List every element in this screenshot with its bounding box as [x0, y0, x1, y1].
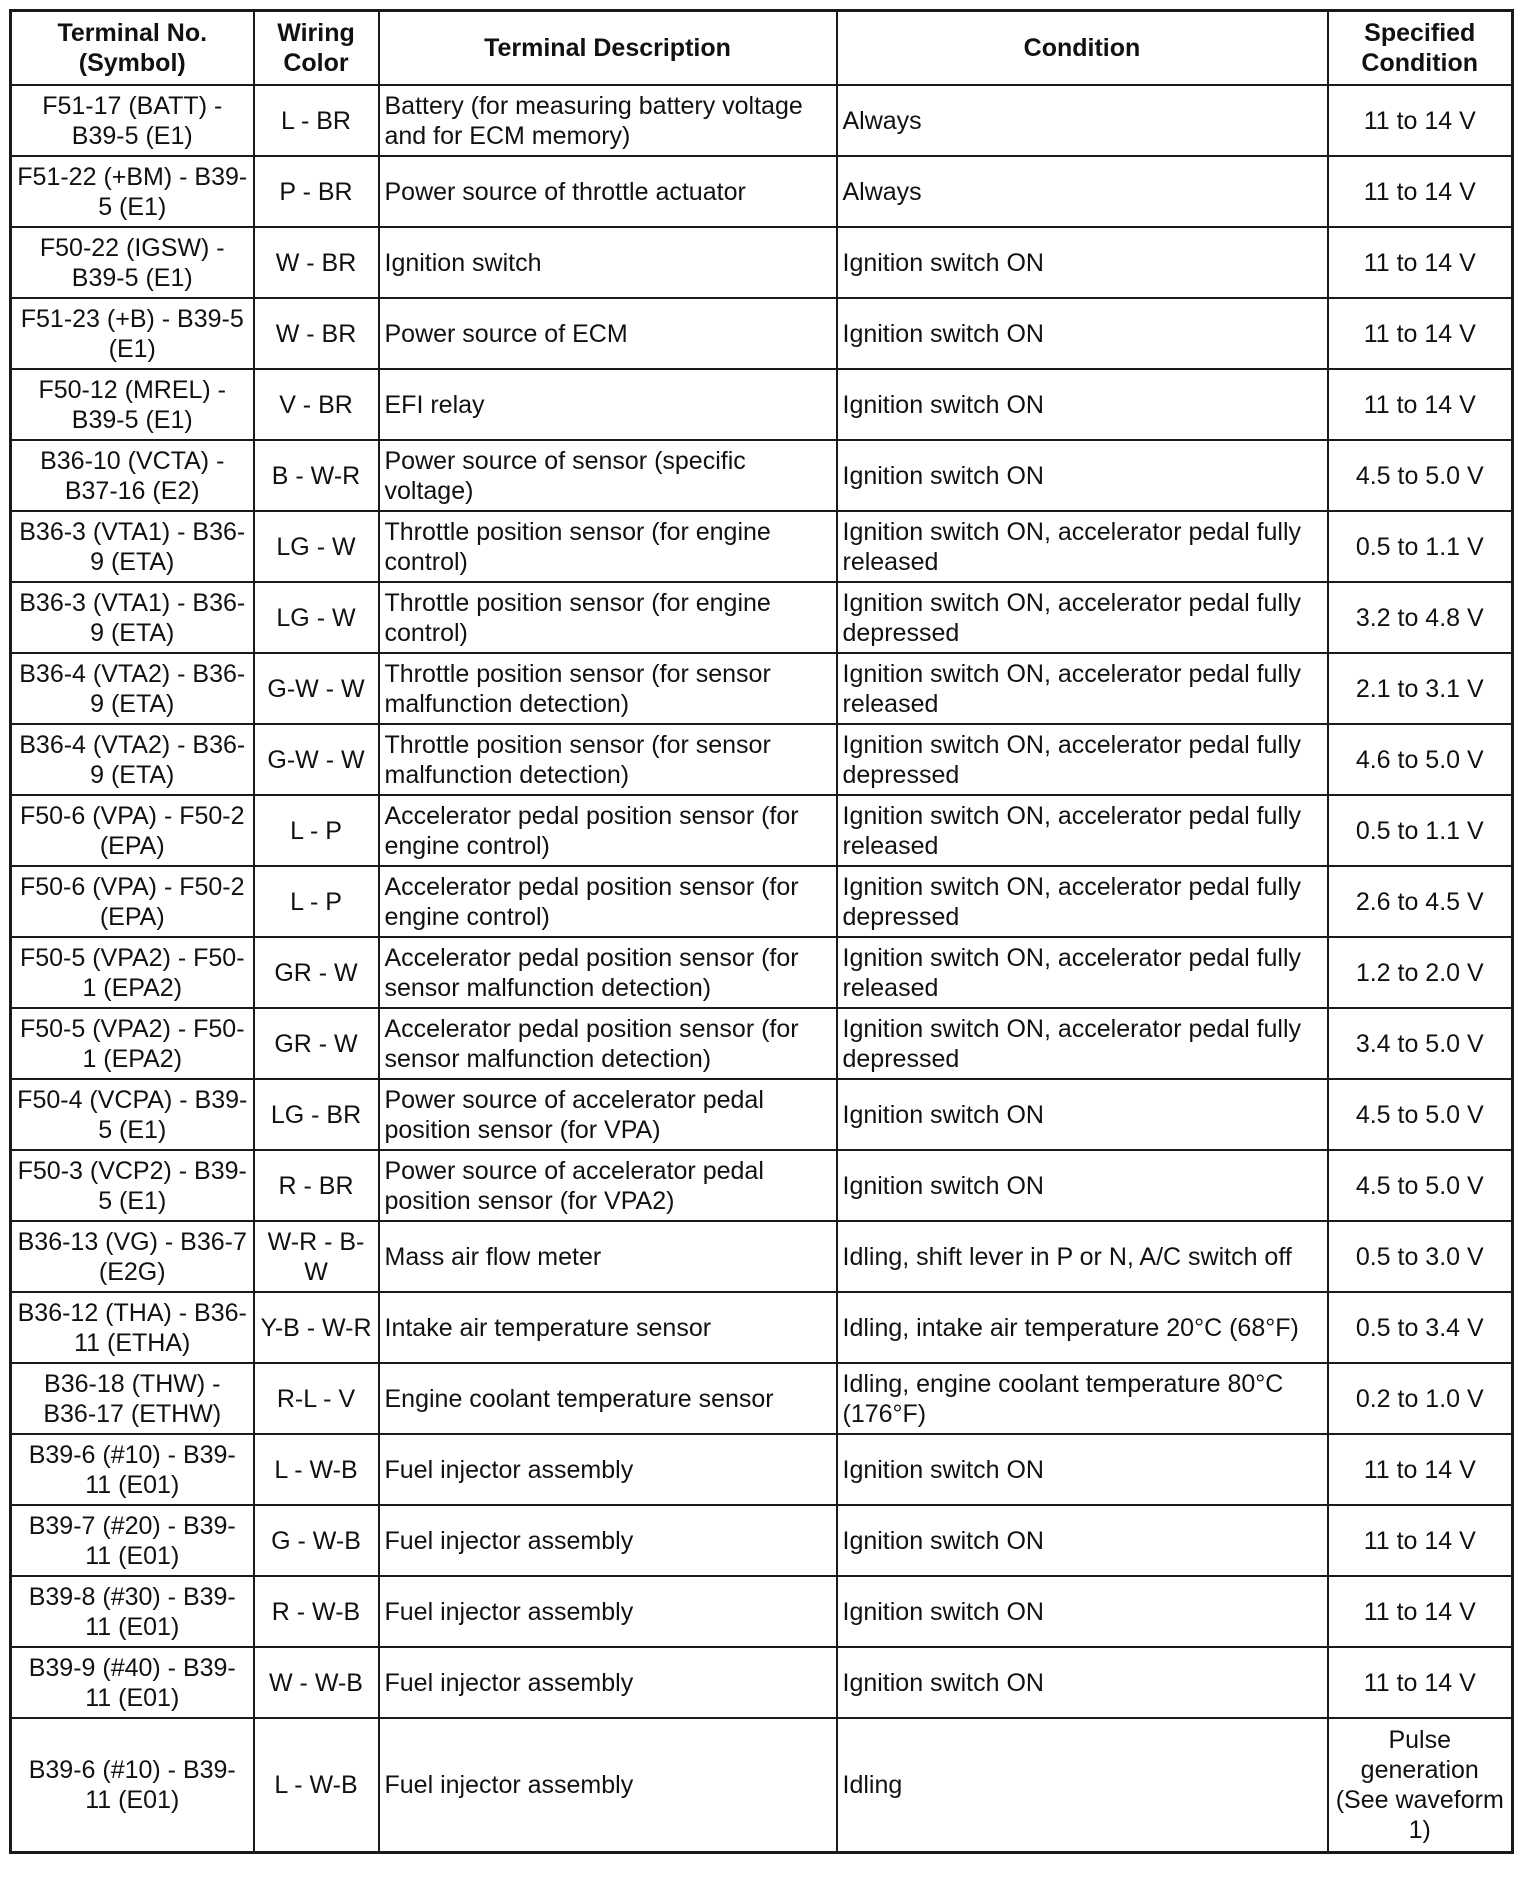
- cell-condition: Ignition switch ON: [837, 1576, 1328, 1647]
- cell-terminal-description: Throttle position sensor (for sensor malfunction detection): [379, 724, 837, 795]
- cell-terminal-description: Power source of sensor (specific voltage): [379, 440, 837, 511]
- cell-terminal: F50-6 (VPA) - F50-2 (EPA): [11, 866, 254, 937]
- cell-condition: Idling: [837, 1718, 1328, 1853]
- cell-condition: Ignition switch ON: [837, 369, 1328, 440]
- header-terminal: Terminal No. (Symbol): [11, 11, 254, 86]
- table-row: [11, 1647, 1513, 1718]
- cell-specified-condition: 11 to 14 V: [1328, 1576, 1513, 1647]
- cell-condition: Ignition switch ON: [837, 1079, 1328, 1150]
- cell-specified-condition: 11 to 14 V: [1328, 85, 1513, 156]
- cell-specified-condition: 4.5 to 5.0 V: [1328, 1150, 1513, 1221]
- table-row: [11, 1150, 1513, 1221]
- table-row: [11, 866, 1513, 937]
- cell-specified-condition: 4.5 to 5.0 V: [1328, 1079, 1513, 1150]
- cell-terminal-description: Throttle position sensor (for sensor malfunction detection): [379, 653, 837, 724]
- table-row: [11, 724, 1513, 795]
- cell-terminal: B39-6 (#10) - B39-11 (E01): [11, 1718, 254, 1853]
- cell-specified-condition: 11 to 14 V: [1328, 369, 1513, 440]
- cell-terminal-description: Power source of accelerator pedal position sensor (for VPA): [379, 1079, 837, 1150]
- table-row: [11, 1292, 1513, 1363]
- cell-wiring-color: R - W-B: [254, 1576, 379, 1647]
- table-row: [11, 1079, 1513, 1150]
- cell-terminal-description: Fuel injector assembly: [379, 1647, 837, 1718]
- cell-condition: Ignition switch ON, accelerator pedal fully depressed: [837, 866, 1328, 937]
- cell-wiring-color: G-W - W: [254, 653, 379, 724]
- cell-specified-condition: 4.5 to 5.0 V: [1328, 440, 1513, 511]
- cell-wiring-color: B - W-R: [254, 440, 379, 511]
- cell-specified-condition: 11 to 14 V: [1328, 1505, 1513, 1576]
- cell-specified-condition: 11 to 14 V: [1328, 1647, 1513, 1718]
- cell-terminal-description: Accelerator pedal position sensor (for engine control): [379, 866, 837, 937]
- cell-wiring-color: Y-B - W-R: [254, 1292, 379, 1363]
- table-row: [11, 653, 1513, 724]
- cell-specified-condition: 3.2 to 4.8 V: [1328, 582, 1513, 653]
- table-row: [11, 1434, 1513, 1505]
- cell-wiring-color: LG - W: [254, 511, 379, 582]
- cell-terminal: F50-5 (VPA2) - F50-1 (EPA2): [11, 1008, 254, 1079]
- cell-wiring-color: L - BR: [254, 85, 379, 156]
- cell-wiring-color: GR - W: [254, 937, 379, 1008]
- cell-terminal: B39-9 (#40) - B39-11 (E01): [11, 1647, 254, 1718]
- cell-condition: Ignition switch ON: [837, 227, 1328, 298]
- header-terminal-description: Terminal Description: [379, 11, 837, 86]
- cell-terminal-description: Power source of ECM: [379, 298, 837, 369]
- cell-terminal-description: Intake air temperature sensor: [379, 1292, 837, 1363]
- cell-wiring-color: R-L - V: [254, 1363, 379, 1434]
- cell-terminal-description: Throttle position sensor (for engine control): [379, 511, 837, 582]
- cell-condition: Ignition switch ON, accelerator pedal fully depressed: [837, 582, 1328, 653]
- cell-terminal: F51-17 (BATT) - B39-5 (E1): [11, 85, 254, 156]
- cell-terminal-description: Mass air flow meter: [379, 1221, 837, 1292]
- cell-specified-condition: 0.5 to 1.1 V: [1328, 795, 1513, 866]
- table-row: [11, 795, 1513, 866]
- cell-terminal: F50-3 (VCP2) - B39-5 (E1): [11, 1150, 254, 1221]
- cell-terminal: B39-8 (#30) - B39-11 (E01): [11, 1576, 254, 1647]
- table-row: [11, 1363, 1513, 1434]
- cell-specified-condition: 11 to 14 V: [1328, 156, 1513, 227]
- cell-terminal-description: Ignition switch: [379, 227, 837, 298]
- cell-terminal: F51-22 (+BM) - B39-5 (E1): [11, 156, 254, 227]
- table-row: [11, 1576, 1513, 1647]
- cell-condition: Ignition switch ON, accelerator pedal fully released: [837, 511, 1328, 582]
- cell-wiring-color: W - BR: [254, 227, 379, 298]
- cell-terminal-description: Fuel injector assembly: [379, 1718, 837, 1853]
- table-row: [11, 937, 1513, 1008]
- cell-specified-condition: Pulse generation (See waveform 1): [1328, 1718, 1513, 1853]
- cell-condition: Ignition switch ON: [837, 1150, 1328, 1221]
- cell-terminal: F50-5 (VPA2) - F50-1 (EPA2): [11, 937, 254, 1008]
- cell-terminal: B36-13 (VG) - B36-7 (E2G): [11, 1221, 254, 1292]
- cell-wiring-color: V - BR: [254, 369, 379, 440]
- table-row: [11, 440, 1513, 511]
- cell-specified-condition: 1.2 to 2.0 V: [1328, 937, 1513, 1008]
- cell-condition: Ignition switch ON, accelerator pedal fully depressed: [837, 1008, 1328, 1079]
- table-row: [11, 85, 1513, 156]
- cell-wiring-color: L - P: [254, 795, 379, 866]
- cell-terminal-description: Fuel injector assembly: [379, 1434, 837, 1505]
- table-row: [11, 227, 1513, 298]
- terminal-spec-sheet: [9, 9, 1511, 1874]
- table-row: [11, 298, 1513, 369]
- cell-terminal-description: Power source of accelerator pedal position sensor (for VPA2): [379, 1150, 837, 1221]
- cell-condition: Idling, engine coolant temperature 80°C (176°F): [837, 1363, 1328, 1434]
- cell-specified-condition: 11 to 14 V: [1328, 1434, 1513, 1505]
- cell-terminal: B39-7 (#20) - B39-11 (E01): [11, 1505, 254, 1576]
- header-specified-condition: Specified Condition: [1328, 11, 1513, 86]
- cell-condition: Ignition switch ON, accelerator pedal fully released: [837, 795, 1328, 866]
- cell-terminal-description: Fuel injector assembly: [379, 1505, 837, 1576]
- cell-specified-condition: 2.1 to 3.1 V: [1328, 653, 1513, 724]
- cell-wiring-color: W-R - B-W: [254, 1221, 379, 1292]
- cell-specified-condition: 4.6 to 5.0 V: [1328, 724, 1513, 795]
- cell-terminal: B36-4 (VTA2) - B36-9 (ETA): [11, 653, 254, 724]
- cell-condition: Always: [837, 156, 1328, 227]
- cell-terminal-description: Accelerator pedal position sensor (for sensor malfunction detection): [379, 937, 837, 1008]
- header-condition: Condition: [837, 11, 1328, 86]
- cell-wiring-color: GR - W: [254, 1008, 379, 1079]
- cell-terminal: F50-6 (VPA) - F50-2 (EPA): [11, 795, 254, 866]
- cell-terminal: B36-18 (THW) - B36-17 (ETHW): [11, 1363, 254, 1434]
- table-row: [11, 511, 1513, 582]
- cell-terminal: F50-4 (VCPA) - B39-5 (E1): [11, 1079, 254, 1150]
- cell-terminal-description: Battery (for measuring battery voltage and for ECM memory): [379, 85, 837, 156]
- table-row: [11, 369, 1513, 440]
- cell-terminal: B36-12 (THA) - B36-11 (ETHA): [11, 1292, 254, 1363]
- cell-condition: Idling, shift lever in P or N, A/C switch off: [837, 1221, 1328, 1292]
- cell-wiring-color: L - P: [254, 866, 379, 937]
- table-row: [11, 1718, 1513, 1853]
- cell-condition: Ignition switch ON: [837, 298, 1328, 369]
- cell-wiring-color: LG - W: [254, 582, 379, 653]
- cell-wiring-color: W - BR: [254, 298, 379, 369]
- cell-terminal: B36-10 (VCTA) - B37-16 (E2): [11, 440, 254, 511]
- cell-specified-condition: 2.6 to 4.5 V: [1328, 866, 1513, 937]
- cell-wiring-color: G-W - W: [254, 724, 379, 795]
- cell-condition: Ignition switch ON, accelerator pedal fully depressed: [837, 724, 1328, 795]
- cell-terminal-description: Accelerator pedal position sensor (for engine control): [379, 795, 837, 866]
- table-row: [11, 582, 1513, 653]
- cell-wiring-color: G - W-B: [254, 1505, 379, 1576]
- cell-specified-condition: 11 to 14 V: [1328, 298, 1513, 369]
- cell-condition: Ignition switch ON: [837, 1434, 1328, 1505]
- cell-condition: Always: [837, 85, 1328, 156]
- cell-specified-condition: 0.5 to 3.0 V: [1328, 1221, 1513, 1292]
- cell-wiring-color: W - W-B: [254, 1647, 379, 1718]
- table-row: [11, 1505, 1513, 1576]
- cell-terminal-description: EFI relay: [379, 369, 837, 440]
- cell-condition: Ignition switch ON: [837, 1647, 1328, 1718]
- cell-terminal-description: Accelerator pedal position sensor (for sensor malfunction detection): [379, 1008, 837, 1079]
- table-body: [11, 85, 1513, 1853]
- cell-terminal: F51-23 (+B) - B39-5 (E1): [11, 298, 254, 369]
- cell-terminal-description: Engine coolant temperature sensor: [379, 1363, 837, 1434]
- table-header-row: [11, 11, 1513, 86]
- cell-wiring-color: L - W-B: [254, 1718, 379, 1853]
- cell-terminal-description: Throttle position sensor (for engine control): [379, 582, 837, 653]
- cell-condition: Ignition switch ON: [837, 440, 1328, 511]
- cell-terminal: F50-12 (MREL) - B39-5 (E1): [11, 369, 254, 440]
- cell-wiring-color: L - W-B: [254, 1434, 379, 1505]
- table-row: [11, 156, 1513, 227]
- cell-wiring-color: LG - BR: [254, 1079, 379, 1150]
- cell-condition: Ignition switch ON: [837, 1505, 1328, 1576]
- cell-terminal: B36-3 (VTA1) - B36-9 (ETA): [11, 511, 254, 582]
- header-wiring-color: Wiring Color: [254, 11, 379, 86]
- cell-terminal: F50-22 (IGSW) - B39-5 (E1): [11, 227, 254, 298]
- cell-specified-condition: 0.5 to 3.4 V: [1328, 1292, 1513, 1363]
- cell-wiring-color: R - BR: [254, 1150, 379, 1221]
- cell-specified-condition: 0.5 to 1.1 V: [1328, 511, 1513, 582]
- cell-terminal-description: Power source of throttle actuator: [379, 156, 837, 227]
- cell-terminal: B39-6 (#10) - B39-11 (E01): [11, 1434, 254, 1505]
- cell-specified-condition: 11 to 14 V: [1328, 227, 1513, 298]
- table-row: [11, 1221, 1513, 1292]
- cell-condition: Idling, intake air temperature 20°C (68°F): [837, 1292, 1328, 1363]
- cell-terminal: B36-4 (VTA2) - B36-9 (ETA): [11, 724, 254, 795]
- cell-condition: Ignition switch ON, accelerator pedal fully released: [837, 937, 1328, 1008]
- cell-terminal-description: Fuel injector assembly: [379, 1576, 837, 1647]
- terminal-spec-table: [9, 9, 1514, 1854]
- cell-condition: Ignition switch ON, accelerator pedal fully released: [837, 653, 1328, 724]
- table-row: [11, 1008, 1513, 1079]
- cell-terminal: B36-3 (VTA1) - B36-9 (ETA): [11, 582, 254, 653]
- cell-specified-condition: 0.2 to 1.0 V: [1328, 1363, 1513, 1434]
- cell-wiring-color: P - BR: [254, 156, 379, 227]
- cell-specified-condition: 3.4 to 5.0 V: [1328, 1008, 1513, 1079]
